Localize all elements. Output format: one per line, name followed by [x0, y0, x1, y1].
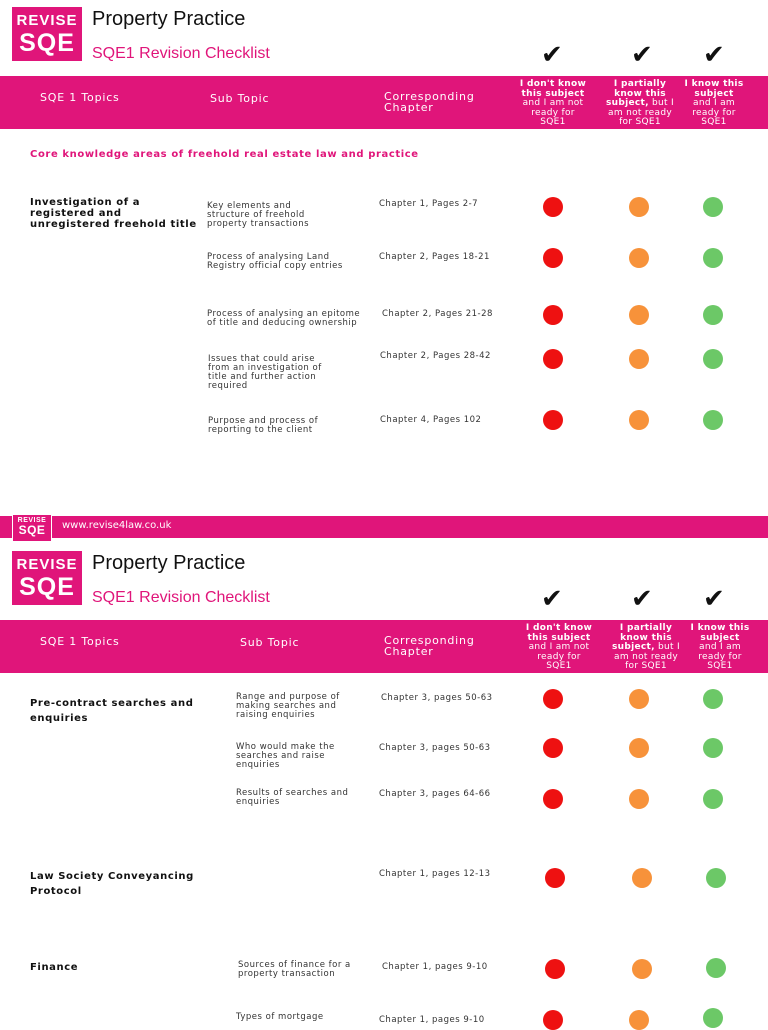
status-dot-green[interactable] — [706, 958, 726, 978]
status-red-text3: SQE1 — [546, 661, 572, 671]
column-header-topics: SQE 1 Topics — [40, 635, 120, 648]
subtopic-line: Sources of finance for a — [238, 960, 351, 970]
footer-logo-line1: REVISE — [17, 517, 47, 524]
section-heading: Core knowledge areas of freehold real estate law and practice — [30, 149, 419, 160]
chapter-ref: Chapter 1, Pages 2-7 — [379, 199, 479, 209]
status-dot-red[interactable] — [545, 959, 565, 979]
status-dot-orange[interactable] — [629, 689, 649, 709]
chapter-header-line2: Chapter — [384, 101, 434, 114]
status-dot-red[interactable] — [543, 789, 563, 809]
status-green-bold2: subject — [694, 88, 734, 99]
check-icon: ✔ — [631, 40, 653, 70]
brand-logo — [12, 7, 82, 61]
subtopic — [207, 310, 360, 328]
logo-line2: SQE — [19, 29, 75, 57]
status-orange-text1: am not ready — [608, 107, 672, 118]
status-red-text1: and I am not — [528, 642, 590, 652]
status-dot-green[interactable] — [703, 305, 723, 325]
topic-protocol — [30, 869, 194, 899]
status-orange-bold3: subject, — [612, 642, 655, 652]
topic-line: Pre-contract searches and — [30, 698, 194, 709]
subtopic-line: Issues that could arise — [208, 354, 316, 364]
status-green-bold2: subject — [700, 632, 740, 643]
check-icon: ✔ — [541, 584, 563, 614]
status-dot-orange[interactable] — [632, 959, 652, 979]
footer-url-link[interactable]: www.revise4law.co.uk — [62, 520, 172, 531]
footer-logo — [12, 514, 52, 542]
status-dot-orange[interactable] — [629, 410, 649, 430]
status-header-red — [513, 80, 593, 128]
status-red-text1: and I am not — [522, 98, 584, 108]
status-dot-red[interactable] — [543, 305, 563, 325]
status-orange-bold2: know this — [620, 632, 672, 643]
chapter-ref: Chapter 1, pages 9-10 — [382, 962, 488, 972]
status-dot-orange[interactable] — [629, 305, 649, 325]
status-red-bold1: I don't know — [525, 623, 593, 633]
status-dot-green[interactable] — [703, 410, 723, 430]
status-orange-text2: for SQE1 — [619, 117, 661, 127]
chapter-header-line2: Chapter — [384, 645, 434, 658]
status-dot-green[interactable] — [703, 248, 723, 268]
subtopic-line: required — [208, 381, 248, 391]
chapter-ref: Chapter 2, Pages 21-28 — [382, 309, 493, 319]
status-dot-red[interactable] — [543, 1010, 563, 1030]
subtopic-line: searches and raise — [236, 751, 326, 761]
status-header-orange — [606, 624, 686, 672]
subtopic-line: property transaction — [238, 969, 336, 979]
column-header-subtopic: Sub Topic — [240, 636, 300, 649]
subtopic-line: title and further action — [208, 372, 317, 382]
status-dot-green[interactable] — [703, 738, 723, 758]
page-subtitle: SQE1 Revision Checklist — [92, 45, 270, 62]
topic-pre-contract — [30, 696, 193, 726]
status-dot-green[interactable] — [703, 789, 723, 809]
column-header-chapter — [384, 635, 475, 657]
status-dot-green[interactable] — [706, 868, 726, 888]
subtopic-line: making searches and — [236, 701, 337, 711]
status-green-text3: SQE1 — [707, 661, 733, 671]
subtopic-line: Registry official copy entries — [207, 261, 343, 271]
logo-line1: REVISE — [16, 12, 78, 29]
subtopic-line: structure of freehold — [207, 210, 305, 220]
subtopic-line: raising enquiries — [236, 710, 316, 720]
subtopic-line: Results of searches and — [236, 788, 349, 798]
status-orange-rest3: but I — [654, 642, 680, 652]
topic-line: Protocol — [30, 886, 82, 897]
chapter-ref: Chapter 4, Pages 102 — [380, 415, 482, 425]
status-green-text1: and I am — [699, 642, 741, 652]
page-subtitle: SQE1 Revision Checklist — [92, 589, 270, 606]
status-green-text2: ready for — [698, 651, 742, 662]
topic-line: Investigation of a — [30, 197, 141, 208]
status-header-red — [519, 624, 599, 672]
column-header-topics: SQE 1 Topics — [40, 91, 120, 104]
subtopic — [208, 355, 322, 391]
status-dot-orange[interactable] — [629, 349, 649, 369]
status-dot-green[interactable] — [703, 349, 723, 369]
status-orange-bold3: subject, — [606, 98, 649, 108]
status-red-bold2: this subject — [521, 88, 585, 99]
topic-line: Law Society Conveyancing — [30, 871, 194, 882]
subtopic — [236, 743, 335, 770]
subtopic-line: enquiries — [236, 760, 280, 770]
subtopic-line: reporting to the client — [208, 425, 313, 435]
status-green-bold1: I know this — [690, 623, 750, 633]
status-dot-red[interactable] — [543, 248, 563, 268]
status-orange-bold1: I partially — [619, 623, 673, 633]
status-dot-orange[interactable] — [629, 248, 649, 268]
column-header-subtopic: Sub Topic — [210, 92, 270, 105]
chapter-ref: Chapter 1, pages 9-10 — [379, 1015, 485, 1025]
subtopic-line: Key elements and — [207, 201, 292, 211]
status-red-bold1: I don't know — [519, 79, 587, 89]
status-dot-orange[interactable] — [629, 197, 649, 217]
check-icon: ✔ — [541, 40, 563, 70]
status-red-text2: ready for — [537, 651, 581, 662]
status-dot-green[interactable] — [703, 689, 723, 709]
chapter-ref: Chapter 1, pages 12-13 — [379, 869, 491, 879]
status-green-text2: ready for — [692, 107, 736, 118]
topic-finance — [30, 962, 78, 973]
subtopic — [236, 789, 348, 807]
chapter-ref: Chapter 3, pages 50-63 — [381, 693, 493, 703]
status-dot-orange[interactable] — [629, 738, 649, 758]
subtopic-line: Process of analysing an epitome — [207, 309, 361, 319]
logo-line2: SQE — [19, 573, 75, 601]
topic-line: registered and — [30, 208, 122, 219]
status-header-green — [676, 80, 752, 128]
subtopic-line: Types of mortgage — [236, 1012, 324, 1022]
status-red-text3: SQE1 — [540, 117, 566, 127]
status-dot-orange[interactable] — [629, 789, 649, 809]
status-dot-green[interactable] — [703, 1008, 723, 1028]
topic-line: enquiries — [30, 713, 89, 724]
subtopic-line: of title and deducing ownership — [207, 318, 358, 328]
logo-line1: REVISE — [16, 556, 78, 573]
subtopic — [207, 202, 309, 229]
topic-line: Finance — [30, 962, 79, 973]
page-title: Property Practice — [92, 552, 246, 574]
status-dot-red[interactable] — [545, 868, 565, 888]
status-red-text2: ready for — [531, 107, 575, 118]
chapter-ref: Chapter 2, Pages 18-21 — [379, 252, 490, 262]
subtopic-line: Range and purpose of — [236, 692, 340, 702]
subtopic-line: enquiries — [236, 797, 280, 807]
subtopic-line: from an investigation of — [208, 363, 322, 373]
subtopic — [207, 253, 343, 271]
subtopic — [236, 693, 340, 720]
chapter-ref: Chapter 3, pages 64-66 — [379, 789, 491, 799]
check-icon: ✔ — [631, 584, 653, 614]
status-red-bold2: this subject — [527, 632, 591, 643]
status-dot-red[interactable] — [543, 410, 563, 430]
chapter-header-line1: Corresponding — [384, 634, 475, 647]
status-dot-orange[interactable] — [632, 868, 652, 888]
page-title: Property Practice — [92, 8, 246, 30]
status-dot-green[interactable] — [703, 197, 723, 217]
topic-investigation — [30, 197, 197, 230]
footer-logo-line2: SQE — [18, 523, 46, 537]
subtopic-line: Purpose and process of — [208, 416, 319, 426]
status-header-orange — [600, 80, 680, 128]
subtopic — [208, 417, 318, 435]
subtopic-line: Who would make the — [236, 742, 335, 752]
subtopic-line: Process of analysing Land — [207, 252, 330, 262]
subtopic — [238, 961, 351, 979]
topic-line: unregistered freehold title — [30, 219, 197, 230]
chapter-ref: Chapter 3, pages 50-63 — [379, 743, 491, 753]
status-orange-text2: for SQE1 — [625, 661, 667, 671]
status-dot-red[interactable] — [543, 689, 563, 709]
subtopic — [236, 1013, 324, 1022]
check-icon: ✔ — [703, 584, 725, 614]
status-dot-orange[interactable] — [629, 1010, 649, 1030]
status-green-text1: and I am — [693, 98, 735, 108]
status-dot-red[interactable] — [543, 349, 563, 369]
chapter-header-line1: Corresponding — [384, 90, 475, 103]
status-dot-red[interactable] — [543, 197, 563, 217]
status-header-green — [682, 624, 758, 672]
status-green-bold1: I know this — [684, 79, 744, 89]
status-dot-red[interactable] — [543, 738, 563, 758]
brand-logo — [12, 551, 82, 605]
check-icon: ✔ — [703, 40, 725, 70]
column-header-chapter — [384, 91, 475, 113]
status-orange-text1: am not ready — [614, 651, 678, 662]
status-green-text3: SQE1 — [701, 117, 727, 127]
status-orange-bold2: know this — [614, 88, 666, 99]
chapter-ref: Chapter 2, Pages 28-42 — [380, 351, 491, 361]
status-orange-bold1: I partially — [613, 79, 667, 89]
status-orange-rest3: but I — [648, 98, 674, 108]
subtopic-line: property transactions — [207, 219, 310, 229]
